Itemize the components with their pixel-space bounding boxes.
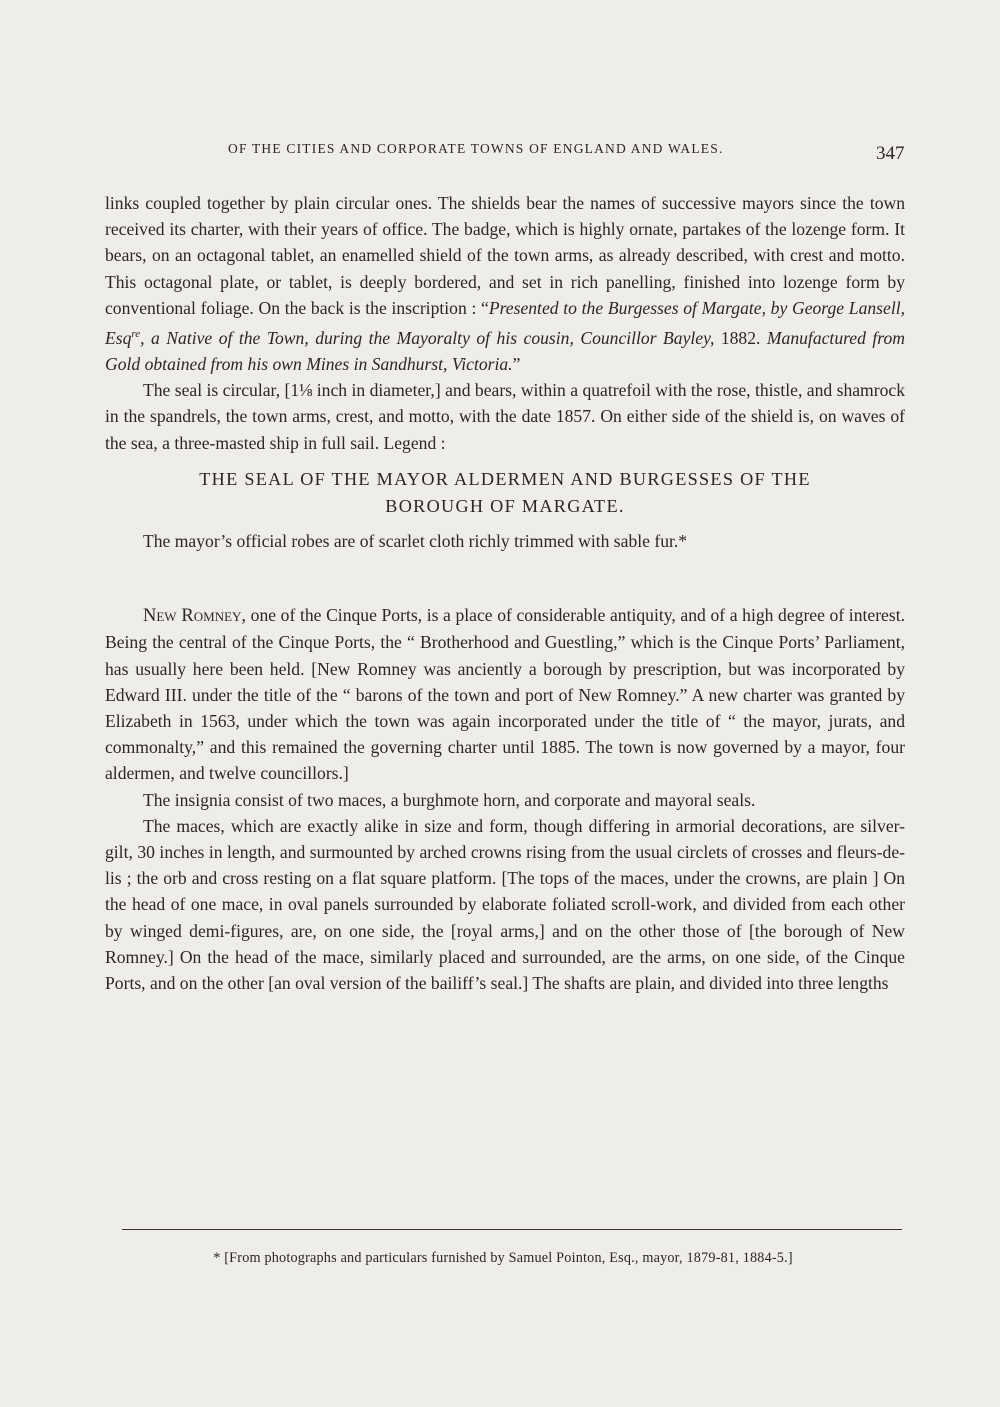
paragraph-new-romney: New Romney, one of the Cinque Ports, is a place of considerable antiquity, and of a high degree of interest. Being the central of the Cinque Ports, the “ Brotherhood and Guestling,” which is the Cinque Ports’ Parliament, has usually here been held. [New Romney was anciently a borough by prescription, but was incorporated by Edward III. under the title of the “ barons of the town and port of New Romney.” A new charter was granted by Elizabeth in 1563, under which the town was again incorporated under the title of “ the mayor, jurats, and commonalty,” and this remained the governing charter until 1885. The town is now governed by a mayor, four aldermen, and twelve councillors.] [105,605,905,784]
fraction: ⅛ [299,380,313,401]
paragraph-seal: The seal is circular, [1⅛ inch in diameter,] and bears, within a quatrefoil with the rose, thistle, and shamrock in the spandrels, the town arms, crest, and motto, with the date 1857. On either side of the shield is, on waves of the sea, a three-masted ship in full sail. Legend : [105,380,905,453]
superscript-re: re [131,328,141,341]
paragraph-badge: links coupled together by plain circular ones. The shields bear the names of successive mayors since the town received its charter, with their years of office. The badge, which is highly ornate, partakes of the lozenge form. It bears, on an octagonal tablet, an enamelled shield of the town arms, as already described, with crest and motto. This octagonal plate, or tablet, is deeply bordered, and set in rich panelling, finished into lozenge form by conventional foliage. On the back is the inscription : “Presented to the Burgesses of Margate, by George Lansell, Esq$^{re}$, a Native of the Town, during the Mayoralty of his cousin, Councillor Bayley, 1882. Manufactured from Gold obtained from his own Mines in Sandhurst, Victoria.” [105,193,906,375]
section-lead: New Romney, [143,606,247,627]
running-head: OF THE CITIES AND CORPORATE TOWNS OF ENGLAND AND WALES. [228,141,724,156]
paragraph-robes: The mayor’s official robes are of scarlet cloth richly trimmed with sable fur.* [143,530,688,551]
legend-line-2: BOROUGH OF MARGATE. [385,495,625,516]
legend-line-1: THE SEAL OF THE MAYOR ALDERMEN AND BURGESSES OF THE [199,468,811,489]
paragraph-insignia: The insignia consist of two maces, a burghmote horn, and corporate and mayoral seals. [143,789,756,810]
seal-legend [105,466,905,520]
footnote-rule [122,1229,902,1230]
inscription-italic-a: Presented to the Burgesses of Margate, by George Lansell, Esq [105,297,906,348]
footnote: * [From photographs and particulars furnished by Samuel Pointon, Esq., mayor, 1879-81, 1884-5.] [213,1250,793,1266]
inscription-italic-c: Manufactured from Gold obtained from his own Mines in Sandhurst, Victoria. [105,327,905,375]
page-number: 347 [876,143,905,164]
inscription-italic-b: , a Native of the Town, during the Mayoralty of his cousin, Councillor Bayley, [140,327,715,348]
body-text [105,190,905,996]
paragraph-maces: The maces, which are exactly alike in size and form, though differing in armorial decorations, are silver-gilt, 30 inches in length, and surmounted by arched crowns rising from the usual circlets of crosses and fleurs-de-lis ; the orb and cross resting on a flat square platform. [The tops of the maces, under the crowns, are plain ] On the head of one mace, in oval panels surrounded by elaborate foliated scroll-work, and divided from each other by winged demi-figures, are, on one side, the [royal arms,] and on the other those of [the borough of New Romney.] On the head of the mace, similarly placed and surrounded, are the arms, on one side, of the Cinque Ports, and on the other [an oval version of the bailiff’s seal.] The shafts are plain, and divided into three lengths [105,815,905,993]
